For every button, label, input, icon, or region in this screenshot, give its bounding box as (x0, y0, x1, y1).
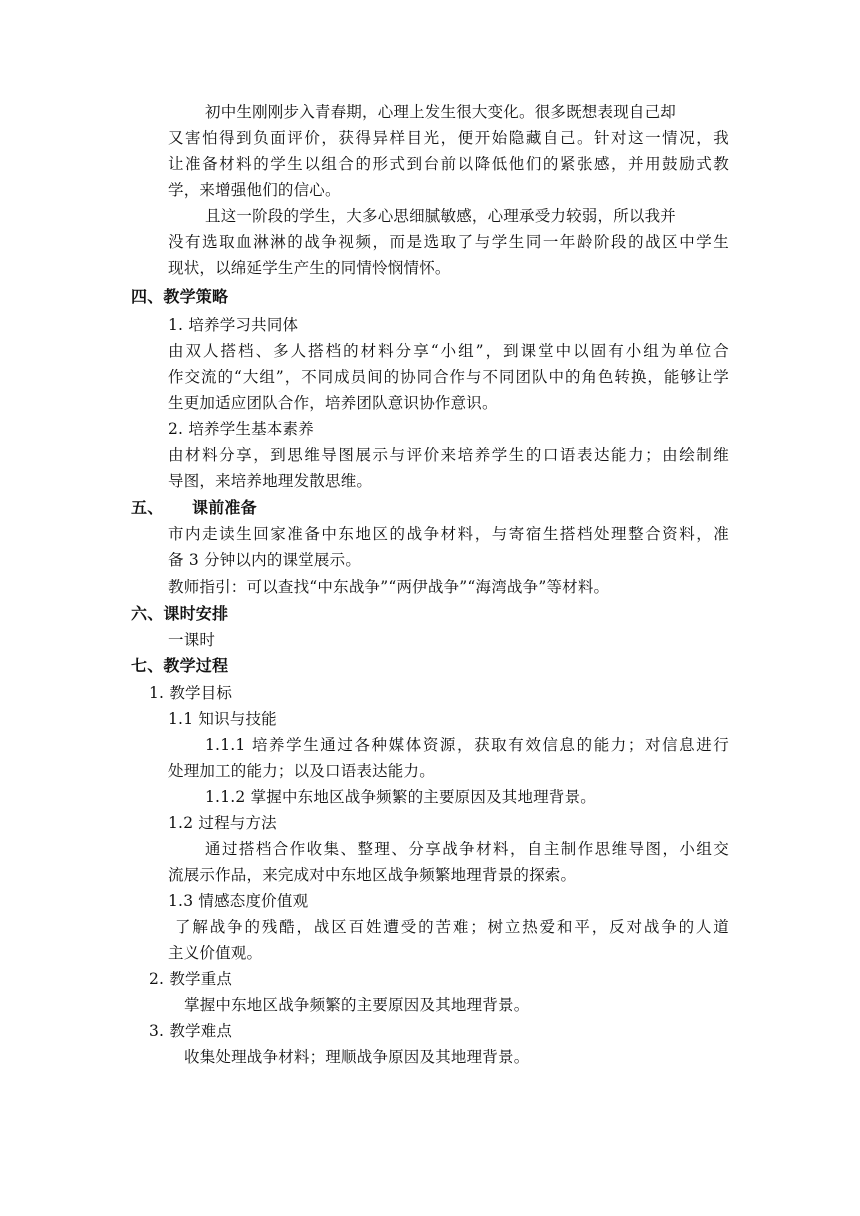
emotion-values-title: 1.3 情感态度价值观 (168, 892, 309, 910)
paragraph-2-line-2: 没有选取血淋淋的战争视频，而是选取了与学生同一年龄阶段的战区中学生 (168, 233, 729, 251)
knowledge-skills-title: 1.1 知识与技能 (168, 710, 277, 728)
emotion-values-line-2: 主义价值观。 (168, 944, 263, 962)
process-methods-title: 1.2 过程与方法 (168, 814, 277, 832)
process-methods-line-1: 通过搭档合作收集、整理、分享战争材料，自主制作思维导图，小组交 (205, 840, 729, 858)
teaching-goals-title: 1. 教学目标 (149, 684, 233, 702)
section-5-heading-number: 五、 (131, 498, 164, 517)
knowledge-item-1-line-1: 1.1.1 培养学生通过各种媒体资源，获取有效信息的能力；对信息进行 (205, 736, 729, 754)
section-4-item-2-line-1: 由材料分享，到思维导图展示与评价来培养学生的口语表达能力；由绘制维 (168, 446, 729, 464)
section-5-heading: 课前准备 (192, 498, 257, 517)
section-4-item-1-line-1: 由双人搭档、多人搭档的材料分享“小组”，到课堂中以固有小组为单位合 (168, 342, 729, 360)
section-5-teacher-note: 教师指引：可以查找“中东战争”“两伊战争”“海湾战争”等材料。 (168, 578, 610, 596)
paragraph-1-line-3: 让准备材料的学生以组合的形式到台前以降低他们的紧张感，并用鼓励式教 (168, 155, 729, 173)
process-methods-line-2: 流展示作品，来完成对中东地区战争频繁地理背景的探索。 (168, 866, 577, 884)
section-5-line-1: 市内走读生回家准备中东地区的战争材料，与寄宿生搭档处理整合资料，准 (168, 525, 729, 543)
section-4-item-1-line-2: 作交流的“大组”，不同成员间的协同合作与不同团队中的角色转换，能够让学 (168, 368, 729, 386)
section-4-item-2-line-2: 导图，来培养地理发散思维。 (168, 472, 373, 490)
knowledge-item-1-line-2: 处理加工的能力；以及口语表达能力。 (168, 762, 435, 780)
paragraph-2-line-3: 现状，以绵延学生产生的同情怜悯情怀。 (168, 259, 451, 277)
section-4-item-1-line-3: 生更加适应团队合作，培养团队意识协作意识。 (168, 394, 498, 412)
section-5-line-2: 备 3 分钟以内的课堂展示。 (168, 551, 362, 569)
teaching-difficulty-title: 3. 教学难点 (149, 1022, 233, 1040)
teaching-focus-body: 掌握中东地区战争频繁的主要原因及其地理背景。 (184, 996, 530, 1014)
section-4-item-2-title: 2. 培养学生基本素养 (168, 420, 314, 438)
paragraph-1-line-4: 学，来增强他们的信心。 (168, 181, 341, 199)
section-4-item-1-title: 1. 培养学习共同体 (168, 316, 299, 334)
section-6-heading: 六、课时安排 (131, 604, 229, 623)
paragraph-1-line-2: 又害怕得到负面评价，获得异样目光，便开始隐藏自己。针对这一情况，我 (168, 129, 729, 147)
section-6-body: 一课时 (168, 631, 216, 649)
emotion-values-line-1: 了解战争的残酷，战区百姓遭受的苦难；树立热爱和平，反对战争的人道 (175, 918, 729, 936)
section-7-heading: 七、教学过程 (131, 656, 229, 675)
teaching-focus-title: 2. 教学重点 (149, 970, 233, 988)
paragraph-1-line-1: 初中生刚刚步入青春期，心理上发生很大变化。很多既想表现自己却 (205, 103, 677, 121)
teaching-difficulty-body: 收集处理战争材料；理顺战争原因及其地理背景。 (184, 1048, 530, 1066)
knowledge-item-2: 1.1.2 掌握中东地区战争频繁的主要原因及其地理背景。 (205, 788, 596, 806)
paragraph-2-line-1: 且这一阶段的学生，大多心思细腻敏感，心理承受力较弱，所以我并 (205, 207, 677, 225)
section-4-heading: 四、教学策略 (131, 287, 229, 306)
